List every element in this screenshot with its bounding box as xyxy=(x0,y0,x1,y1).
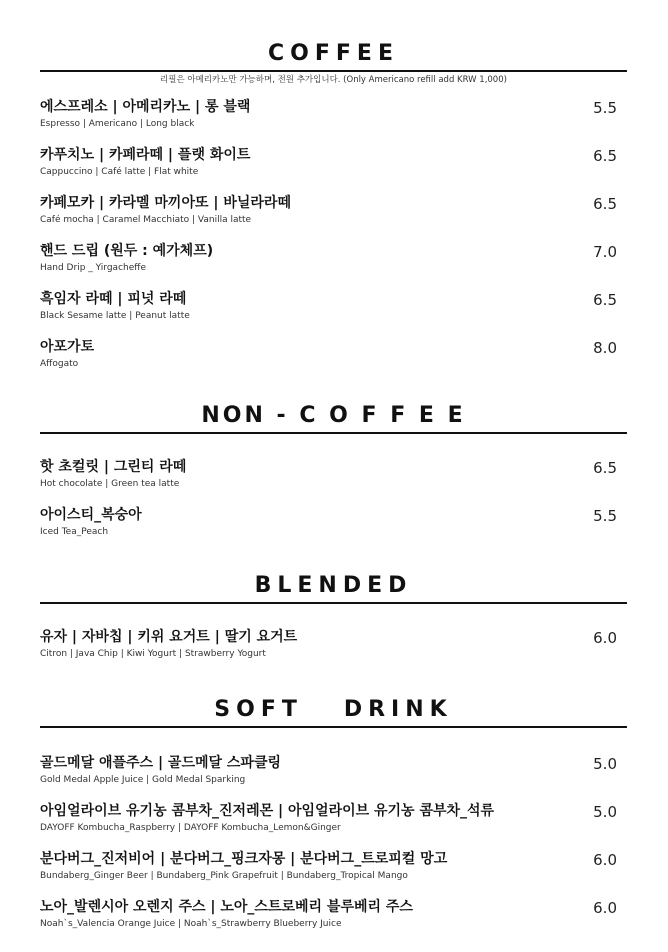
menu-item xyxy=(40,194,627,242)
item-price: 5.0 xyxy=(593,755,617,773)
menu-item xyxy=(40,338,627,386)
item-price: 7.0 xyxy=(593,243,617,261)
section-title: BLENDED xyxy=(254,573,413,598)
item-price: 6.0 xyxy=(593,629,617,647)
item-name-en: Espresso | Americano | Long black xyxy=(40,119,195,129)
section-coffee xyxy=(40,40,627,386)
divider xyxy=(40,602,627,604)
item-name-en: Bundaberg_Ginger Beer | Bundaberg_Pink Grapefruit | Bundaberg_Tropical Mango xyxy=(40,871,408,881)
item-price: 6.5 xyxy=(593,459,617,477)
item-name-ko: 아포가토 xyxy=(40,339,95,355)
item-name-ko: 핸드 드립 (원두 : 예가체프) xyxy=(40,243,214,259)
menu-item xyxy=(40,754,627,802)
section-title: COFFEE xyxy=(268,41,399,66)
item-name-ko: 아이스티_복숭아 xyxy=(40,507,142,523)
item-price: 5.5 xyxy=(593,99,617,117)
item-name-en: Citron | Java Chip | Kiwi Yogurt | Strawberry Yogurt xyxy=(40,649,266,659)
section-title: NON - C O F F E E xyxy=(201,403,466,428)
item-price: 6.5 xyxy=(593,291,617,309)
item-name-ko: 카푸치노 | 카페라떼 | 플랫 화이트 xyxy=(40,147,251,163)
item-price: 8.0 xyxy=(593,339,617,357)
item-name-ko: 유자 | 자바칩 | 키위 요거트 | 딸기 요거트 xyxy=(40,629,298,645)
menu-item xyxy=(40,506,627,554)
item-name-ko: 핫 초컬릿 | 그린티 라떼 xyxy=(40,459,187,475)
menu-item xyxy=(40,898,627,946)
item-price: 5.5 xyxy=(593,507,617,525)
item-name-en: DAYOFF Kombucha_Raspberry | DAYOFF Kombucha_Lemon&Ginger xyxy=(40,823,341,833)
item-name-en: Café mocha | Caramel Macchiato | Vanilla latte xyxy=(40,215,252,225)
divider xyxy=(40,432,627,434)
item-name-en: Hand Drip _ Yirgacheffe xyxy=(40,263,147,273)
item-name-en: Noah`s_Valencia Orange Juice | Noah`s_Strawberry Blueberry Juice xyxy=(40,919,342,929)
section-soft-drink xyxy=(40,696,627,946)
item-name-en: Gold Medal Apple Juice | Gold Medal Sparking xyxy=(40,775,246,785)
item-name-en: Cappuccino | Café latte | Flat white xyxy=(40,167,199,177)
item-name-ko: 에스프레소 | 아메리카노 | 롱 블랙 xyxy=(40,99,251,115)
divider xyxy=(40,70,627,72)
menu-item xyxy=(40,850,627,898)
item-name-en: Black Sesame latte | Peanut latte xyxy=(40,311,190,321)
divider xyxy=(40,726,627,728)
item-name-ko: 아임얼라이브 유기농 콤부차_진저레몬 | 아임얼라이브 유기농 콤부차_석류 xyxy=(40,803,495,819)
item-name-ko: 카페모카 | 카라멜 마끼아또 | 바닐라라떼 xyxy=(40,195,291,211)
item-price: 6.5 xyxy=(593,147,617,165)
menu-item xyxy=(40,290,627,338)
item-name-en: Hot chocolate | Green tea latte xyxy=(40,479,180,489)
item-price: 6.5 xyxy=(593,195,617,213)
item-name-en: Iced Tea_Peach xyxy=(40,527,109,537)
menu-item xyxy=(40,802,627,850)
item-name-ko: 흑임자 라떼 | 피넛 라떼 xyxy=(40,291,187,307)
item-name-en: Affogato xyxy=(40,359,79,369)
item-name-ko: 골드메달 애플주스 | 골드메달 스파클링 xyxy=(40,755,281,771)
section-blended xyxy=(40,572,627,676)
menu-item xyxy=(40,98,627,146)
menu-item xyxy=(40,242,627,290)
section-non-coffee xyxy=(40,402,627,554)
item-name-ko: 노아_발렌시아 오렌지 주스 | 노아_스트로베리 블루베리 주스 xyxy=(40,899,413,915)
menu-item xyxy=(40,458,627,506)
item-price: 5.0 xyxy=(593,803,617,821)
menu-item xyxy=(40,628,627,676)
section-title: SOFT DRINK xyxy=(214,697,453,722)
item-price: 6.0 xyxy=(593,899,617,917)
item-price: 6.0 xyxy=(593,851,617,869)
menu-item xyxy=(40,146,627,194)
refill-note: 리필은 아메리카노만 가능하며, 전원 추가입니다. (Only Americano refill add KRW 1,000) xyxy=(160,75,507,85)
item-name-ko: 분다버그_진저비어 | 분다버그_핑크자몽 | 분다버그_트로피컬 망고 xyxy=(40,851,448,867)
